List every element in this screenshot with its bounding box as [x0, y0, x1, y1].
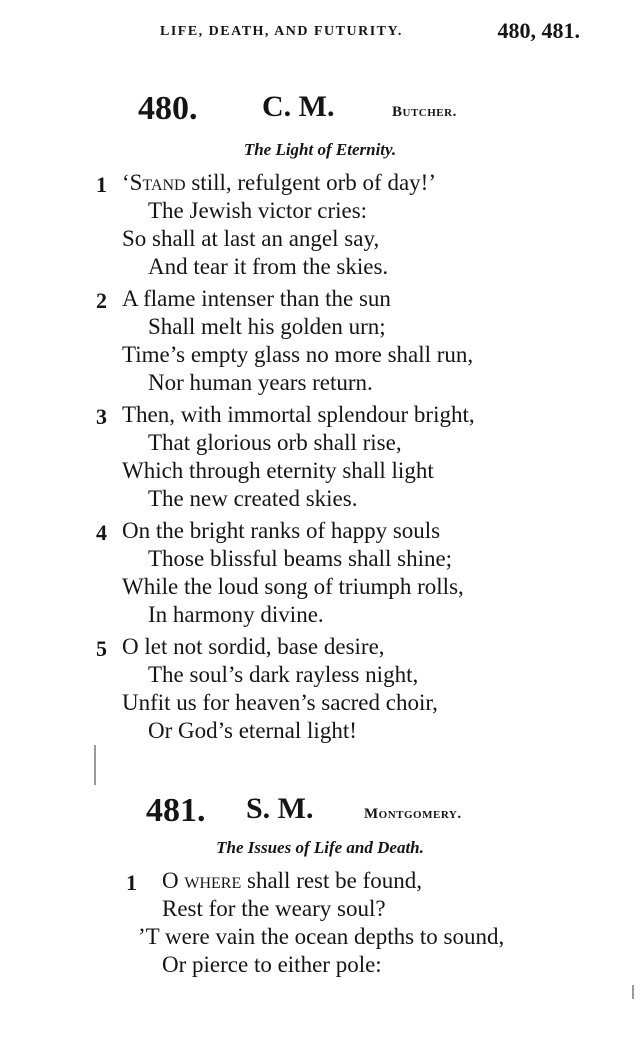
verse-line: O let not sordid, base desire, — [122, 634, 385, 659]
verse-number: 3 — [96, 404, 107, 429]
verse-line — [122, 170, 436, 196]
verse-number: 1 — [96, 172, 107, 197]
verse-line: Or pierce to either pole: — [162, 952, 382, 977]
running-head-title: LIFE, DEATH, AND FUTURITY. — [160, 24, 403, 39]
verse-line-rest: shall rest be found, — [241, 868, 423, 893]
verse-line: Shall melt his golden urn; — [148, 314, 386, 339]
verse-number: 5 — [96, 636, 107, 661]
hymn-480-heading — [0, 90, 640, 130]
hymn-tune: Montgomery. — [364, 806, 462, 822]
hymn-number: 480. — [138, 90, 198, 127]
hymn-481-heading — [0, 792, 640, 832]
verse-line: While the loud song of triumph rolls, — [122, 574, 464, 599]
hymn-theme: The Issues of Life and Death. — [216, 838, 424, 857]
verse-line: In harmony divine. — [148, 602, 324, 627]
hymn-number: 481. — [146, 792, 206, 829]
verse-line: So shall at last an angel say, — [122, 226, 380, 251]
verse-line: Then, with immortal splendour bright, — [122, 402, 475, 427]
verse-line: ’T were vain the ocean depths to sound, — [138, 924, 505, 949]
verse-line: The new created skies. — [148, 486, 358, 511]
verse-line: Those blissful beams shall shine; — [148, 546, 453, 571]
verse-line-lead: O where — [162, 868, 242, 893]
verse-line: Rest for the weary soul? — [162, 896, 386, 921]
hymn-meter: C. M. — [262, 90, 335, 123]
verse-line — [162, 868, 422, 894]
verse-line: The Jewish victor cries: — [148, 198, 368, 223]
verse-line-rest: still, refulgent orb of day!’ — [185, 170, 436, 195]
verse-line: That glorious orb shall rise, — [148, 430, 402, 455]
hymn-tune: Butcher. — [392, 104, 457, 120]
verse-line: Or God’s eternal light! — [148, 718, 357, 743]
hymn-meter: S. M. — [246, 792, 314, 825]
verse-line: Time’s empty glass no more shall run, — [122, 342, 474, 367]
verse-number: 1 — [126, 870, 137, 895]
verse-line: And tear it from the skies. — [148, 254, 389, 279]
verse-line: On the bright ranks of happy souls — [122, 518, 441, 543]
running-head-page-numbers: 480, 481. — [497, 18, 580, 43]
verse-line: A flame intenser than the sun — [122, 286, 391, 311]
verse-line: The soul’s dark rayless night, — [148, 662, 419, 687]
hymn-theme: The Light of Eternity. — [243, 140, 397, 159]
verse-line-lead: ‘Stand — [122, 170, 186, 195]
verse-line: Which through eternity shall light — [122, 458, 434, 483]
verse-line: Unfit us for heaven’s sacred choir, — [122, 690, 438, 715]
scan-edge-mark — [94, 745, 96, 785]
verse-line: Nor human years return. — [148, 370, 373, 395]
verse-number: 4 — [96, 520, 107, 545]
scan-edge-mark — [632, 985, 634, 999]
verse-number: 2 — [96, 288, 107, 313]
